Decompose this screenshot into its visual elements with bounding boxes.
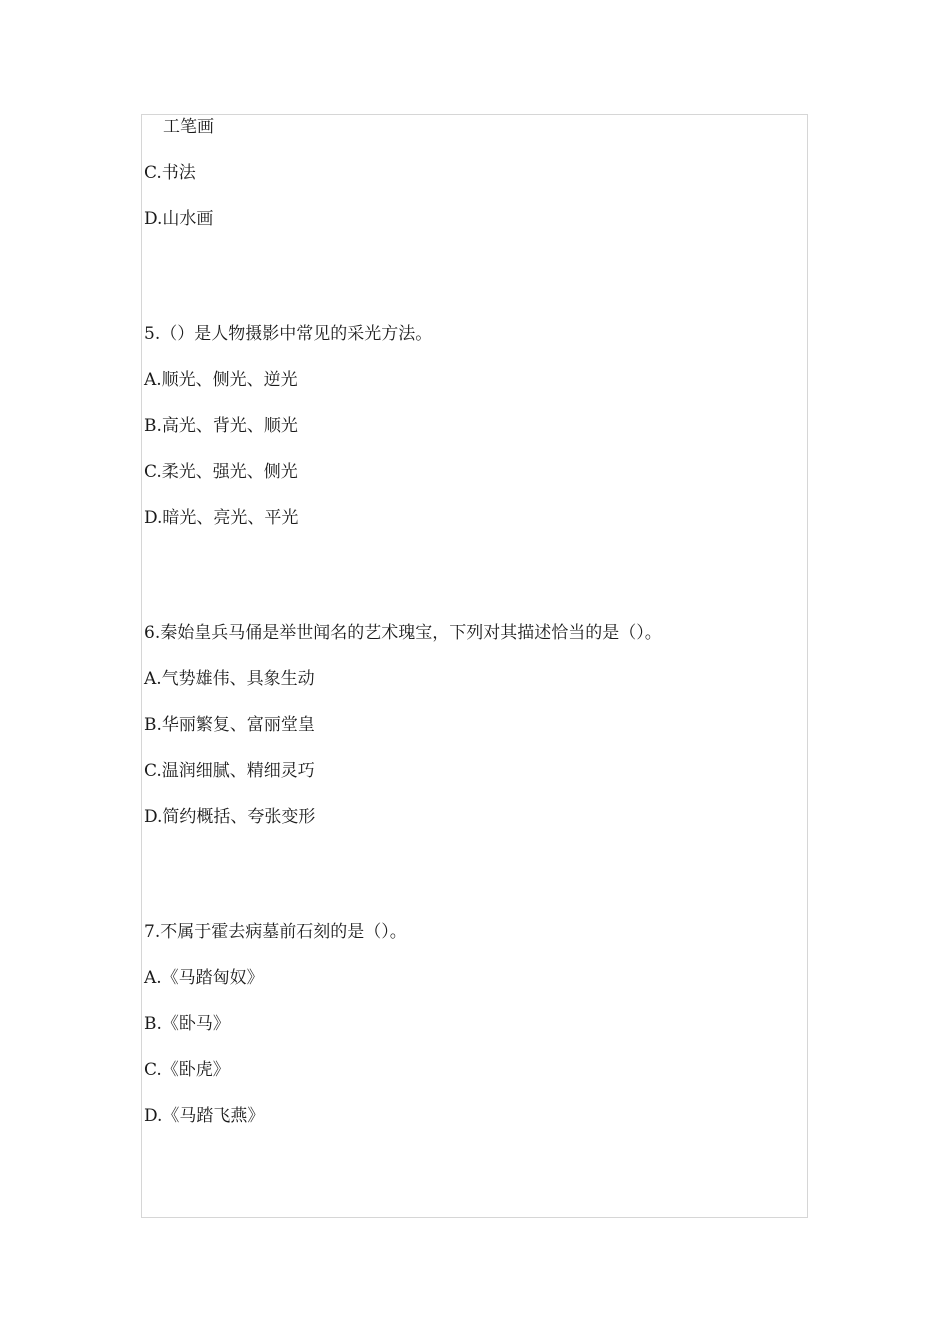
question-6-option-c: C.温润细腻、精细灵巧 bbox=[144, 761, 315, 781]
prev-option-b-tail: 工笔画 bbox=[163, 117, 214, 137]
question-5-option-b: B.高光、背光、顺光 bbox=[144, 416, 298, 436]
question-7-option-b: B.《卧马》 bbox=[144, 1014, 230, 1034]
question-5-stem: 5.（）是人物摄影中常见的采光方法。 bbox=[144, 324, 433, 344]
question-5-option-d: D.暗光、亮光、平光 bbox=[144, 508, 299, 528]
question-7-option-c: C.《卧虎》 bbox=[144, 1060, 230, 1080]
question-5-option-a: A.顺光、侧光、逆光 bbox=[144, 370, 298, 390]
question-7-option-d: D.《马踏飞燕》 bbox=[144, 1106, 265, 1126]
question-5-option-c: C.柔光、强光、侧光 bbox=[144, 462, 298, 482]
question-7-stem: 7.不属于霍去病墓前石刻的是（）。 bbox=[144, 922, 407, 942]
question-6-option-a: A.气势雄伟、具象生动 bbox=[144, 669, 315, 689]
question-6-option-b: B.华丽繁复、富丽堂皇 bbox=[144, 715, 315, 735]
page-frame bbox=[141, 114, 808, 1218]
prev-option-d: D.山水画 bbox=[144, 209, 214, 229]
question-6-stem: 6.秦始皇兵马俑是举世闻名的艺术瑰宝，下列对其描述恰当的是（）。 bbox=[144, 623, 662, 643]
prev-option-c: C.书法 bbox=[144, 163, 196, 183]
question-7-option-a: A.《马踏匈奴》 bbox=[144, 968, 264, 988]
question-6-option-d: D.简约概括、夸张变形 bbox=[144, 807, 316, 827]
